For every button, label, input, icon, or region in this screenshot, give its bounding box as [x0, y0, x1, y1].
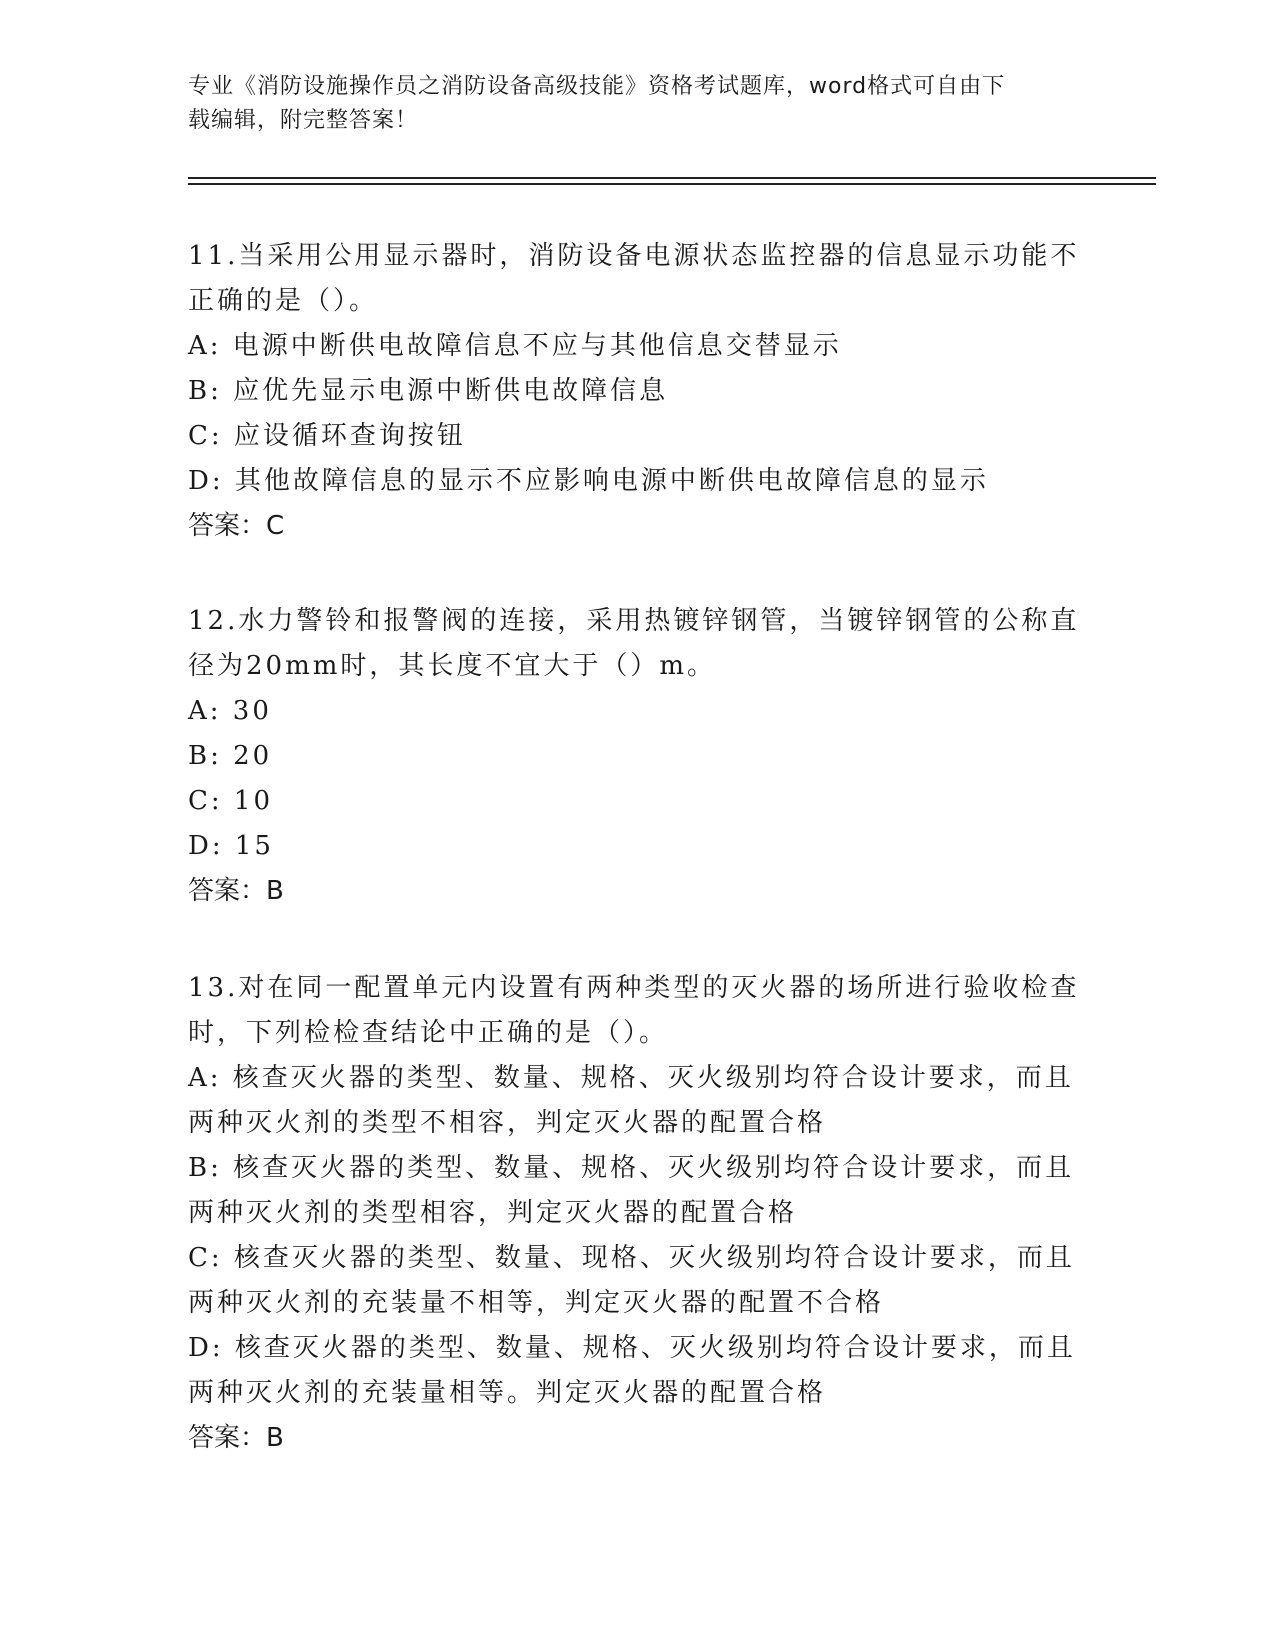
answer: 答案：B	[188, 876, 284, 906]
option-a: A: 核查灭火器的类型、数量、规格、灭火级别均符合设计要求，而且	[188, 1063, 1074, 1093]
option-d-continued: 两种灭火剂的充装量相等。判定灭火器的配置合格	[188, 1378, 827, 1408]
option-a-continued: 两种灭火剂的类型不相容，判定灭火器的配置合格	[188, 1108, 827, 1138]
option-c: C: 10	[188, 786, 274, 816]
option-c: C: 核查灭火器的类型、数量、现格、灭火级别均符合设计要求，而且	[188, 1243, 1075, 1273]
question-stem: 12.水力警铃和报警阀的连接，采用热镀锌钢管，当镀锌钢管的公称直	[188, 606, 1080, 636]
document-header	[188, 70, 1068, 138]
answer: 答案：B	[188, 1423, 284, 1453]
question-stem-continued: 时，下列检检查结论中正确的是（）。	[188, 1018, 669, 1048]
question-stem: 11.当采用公用显示器时，消防设备电源状态监控器的信息显示功能不	[188, 241, 1080, 271]
answer: 答案：C	[188, 511, 285, 541]
option-d: D: 核查灭火器的类型、数量、规格、灭火级别均符合设计要求，而且	[188, 1333, 1076, 1363]
option-a: A: 30	[188, 696, 272, 726]
header-line-2: 载编辑，附完整答案！	[188, 108, 419, 133]
option-b: B: 核查灭火器的类型、数量、规格、灭火级别均符合设计要求，而且	[188, 1153, 1075, 1183]
option-b: B: 20	[188, 741, 273, 771]
question-stem: 13.对在同一配置单元内设置有两种类型的灭火器的场所进行验收检查	[188, 973, 1080, 1003]
question-stem-continued: 径为20mm时，其长度不宜大于（）m。	[188, 651, 717, 681]
option-d: D: 15	[188, 831, 274, 861]
question-11	[188, 234, 1088, 549]
header-line-1: 专业《消防设施操作员之消防设备高级技能》资格考试题库，word格式可自由下	[188, 74, 1006, 99]
header-divider-bottom	[188, 183, 1156, 185]
question-stem-continued: 正确的是（）。	[188, 286, 379, 316]
option-b-continued: 两种灭火剂的类型相容，判定灭火器的配置合格	[188, 1198, 798, 1228]
option-a: A: 电源中断供电故障信息不应与其他信息交替显示	[188, 331, 842, 361]
header-divider-top	[188, 177, 1156, 179]
question-12	[188, 599, 1088, 914]
option-c-continued: 两种灭火剂的充装量不相等，判定灭火器的配置不合格	[188, 1288, 885, 1318]
option-b: B: 应优先显示电源中断供电故障信息	[188, 376, 669, 406]
question-13	[188, 966, 1088, 1461]
option-c: C: 应设循环查询按钮	[188, 421, 466, 451]
option-d: D: 其他故障信息的显示不应影响电源中断供电故障信息的显示	[188, 466, 989, 496]
